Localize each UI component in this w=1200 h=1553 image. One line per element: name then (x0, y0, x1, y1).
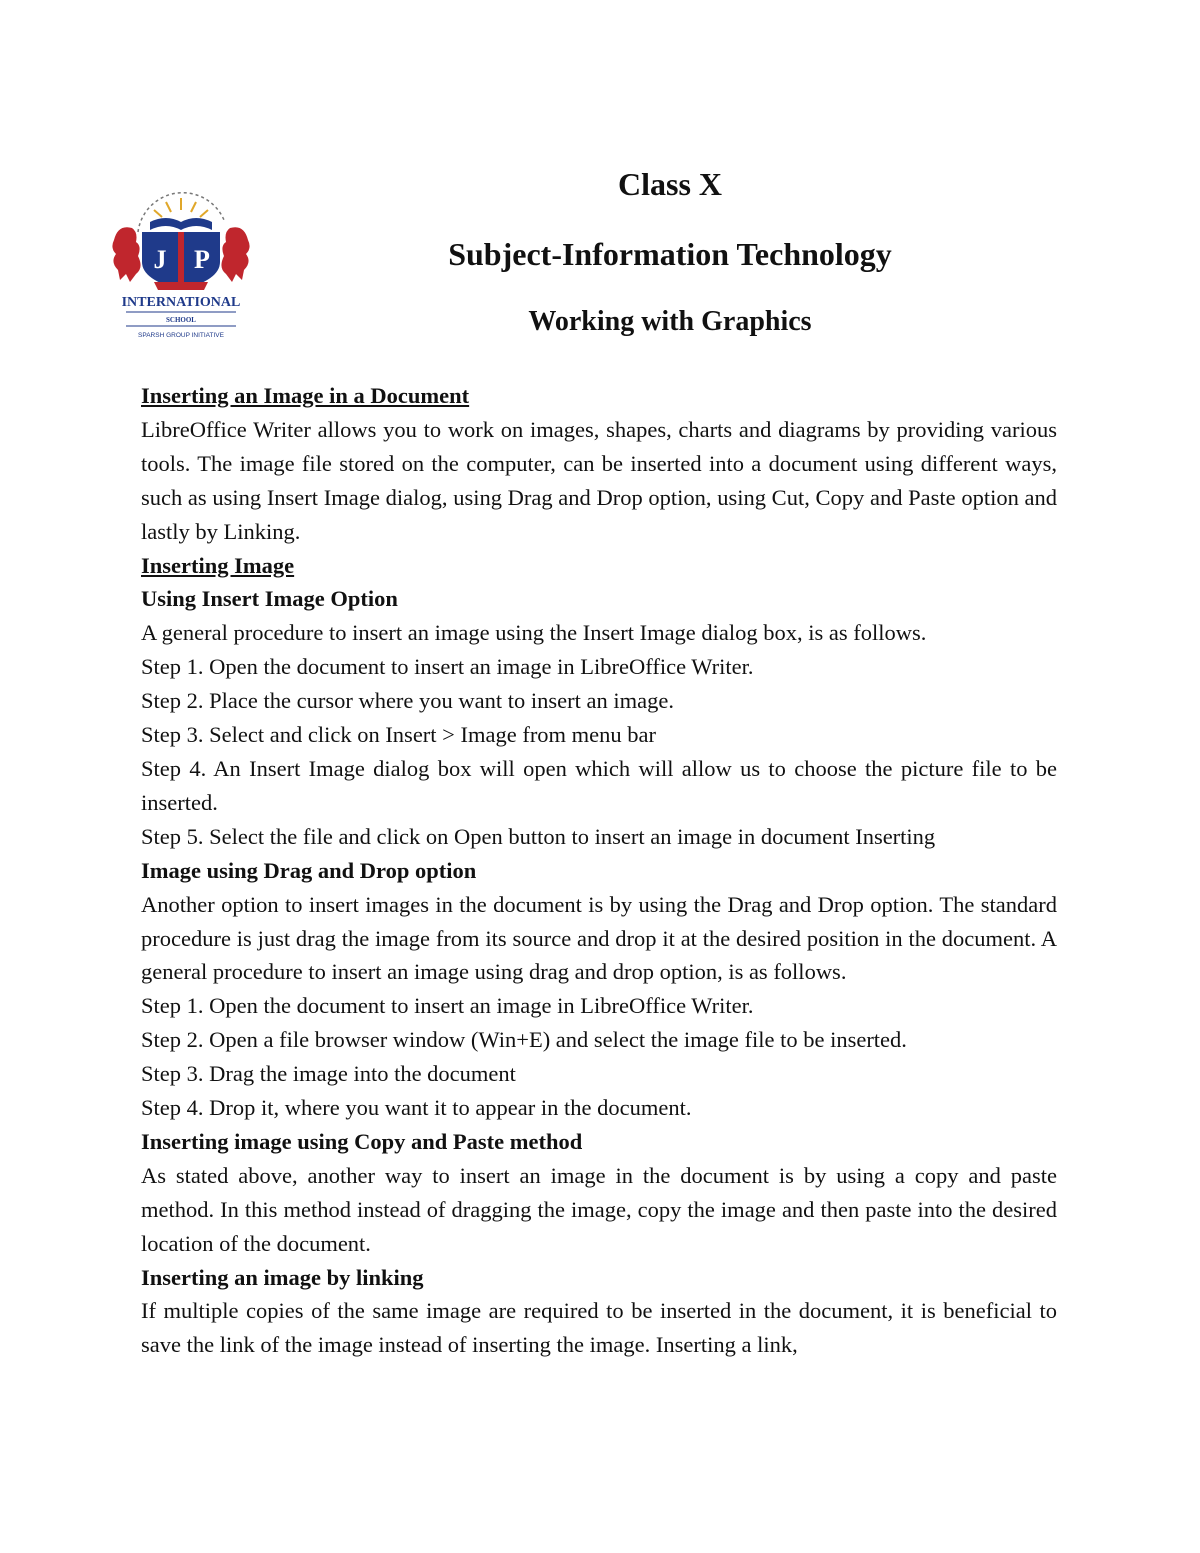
step-item: Step 4. Drop it, where you want it to appear in the document. (141, 1095, 692, 1121)
step-item: Step 4. An Insert Image dialog box will open which will allow us to choose the picture file to be inserted. (141, 755, 1057, 815)
school-crest-logo-icon (108, 170, 254, 342)
crest-letter-left: J (153, 245, 167, 274)
step-item: Step 2. Open a file browser window (Win+E) and select the image file to be inserted. (141, 1027, 907, 1053)
step-item: Step 3. Select and click on Insert > Image from menu bar (141, 722, 657, 748)
step-item: Step 5. Select the file and click on Open button to insert an image in document Inserting (141, 823, 936, 849)
section-heading-inserting-image-in-document: Inserting an Image in a Document (141, 383, 470, 408)
page-subject-title: Subject-Information Technology (448, 236, 892, 272)
procedure-intro-1: A general procedure to insert an image using the Insert Image dialog box, is as follows. (141, 620, 927, 646)
crest-tagline: SPARSH GROUP INITIATIVE (138, 332, 224, 339)
linking-paragraph: If multiple copies of the same image are required to be inserted in the document, it is beneficial to save the link of the image instead of inserting the image. Inserting a link, (141, 1298, 1057, 1358)
step-item: Step 2. Place the cursor where you want to insert an image. (141, 688, 674, 714)
intro-paragraph: LibreOffice Writer allows you to work on images, shapes, charts and diagrams by providing various tools. The image file stored on the computer, can be inserted into a document using different ways, such as using Insert Image dialog, using Drag and Drop option, using Cut, Copy and Paste option and lastly by Linking. (141, 416, 1057, 544)
subheading-copy-paste: Inserting image using Copy and Paste method (141, 1128, 583, 1154)
subheading-linking: Inserting an image by linking (141, 1264, 424, 1290)
crest-name: INTERNATIONAL (121, 295, 241, 310)
section-heading-inserting-image: Inserting Image (141, 552, 295, 578)
page-topic-title: Working with Graphics (528, 306, 812, 337)
page-class-title: Class X (617, 166, 722, 202)
crest-sub: SCHOOL (166, 316, 196, 324)
document-body (141, 379, 1057, 1362)
subheading-insert-image-option: Using Insert Image Option (141, 586, 398, 612)
step-item: Step 1. Open the document to insert an image in LibreOffice Writer. (141, 993, 754, 1019)
step-item: Step 1. Open the document to insert an image in LibreOffice Writer. (141, 654, 754, 680)
crest-letter-right: P (194, 245, 210, 274)
subheading-drag-and-drop: Image using Drag and Drop option (141, 857, 477, 883)
drag-drop-paragraph: Another option to insert images in the document is by using the Drag and Drop option. The standard procedure is just drag the image from its source and drop it at the desired position in the document. A general procedure to insert an image using drag and drop option, is as follows. (141, 891, 1057, 985)
copy-paste-paragraph: As stated above, another way to insert an image in the document is by using a copy and paste method. In this method instead of dragging the image, copy the image and then paste into the desired location of the document. (141, 1162, 1057, 1256)
step-item: Step 3. Drag the image into the document (141, 1061, 516, 1087)
